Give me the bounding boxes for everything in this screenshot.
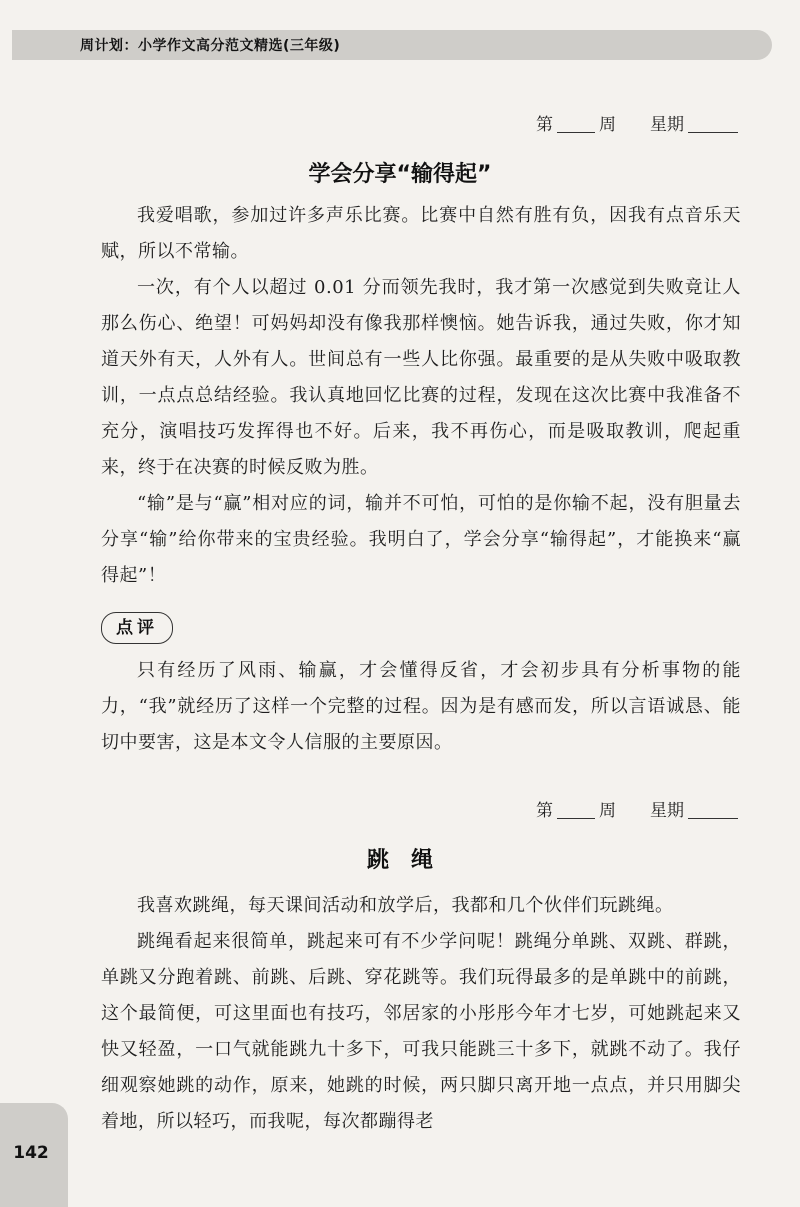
comment-badge: 点评 — [101, 612, 173, 644]
essay1-paragraph-1: 我爱唱歌，参加过许多声乐比赛。比赛中自然有胜有负，因我有点音乐天赋，所以不常输。 — [101, 205, 741, 262]
weekday-blank — [688, 800, 738, 819]
page-number: 142 — [13, 1143, 49, 1163]
essay1-paragraph-3: “输”是与“赢”相对应的词，输并不可怕，可怕的是你输不起，没有胆量去分享“输”给你带来的宝贵经验。我明白了，学会分享“输得起”，才能换来“赢得起”！ — [101, 493, 741, 586]
dateline-essay1 — [536, 110, 738, 135]
week-suffix: 周 — [599, 115, 616, 135]
comment-text: 只有经历了风雨、输赢，才会懂得反省，才会初步具有分析事物的能力，“我”就经历了这样一个完整的过程。因为是有感而发，所以言语诚恳、能切中要害，这是本文令人信服的主要原因。 — [101, 660, 741, 753]
week-blank — [557, 114, 595, 133]
dateline-essay2 — [536, 796, 738, 821]
book-title: 周计划：小学作文高分范文精选(三年级) — [80, 38, 341, 54]
essay1-title: 学会分享“输得起” — [308, 162, 492, 187]
week-prefix: 第 — [536, 115, 553, 135]
week-prefix: 第 — [536, 801, 553, 821]
essay1-paragraph-2: 一次，有个人以超过 0.01 分而领先我时，我才第一次感觉到失败竟让人那么伤心、绝望！可妈妈却没有像我那样懊恼。她告诉我，通过失败，你才知道天外有天，人外有人。世间总有一些人比你强。最重要的是从失败中吸取教训，一点点总结经验。我认真地回忆比赛的过程，发现在这次比赛中我准备不充分，演唱技巧发挥得也不好。后来，我不再伤心，而是吸取教训，爬起重来，终于在决赛的时候反败为胜。 — [101, 277, 741, 478]
week-blank — [557, 800, 595, 819]
weekday-label: 星期 — [650, 801, 684, 821]
weekday-blank — [688, 114, 738, 133]
essay2-paragraph-1: 我喜欢跳绳，每天课间活动和放学后，我都和几个伙伴们玩跳绳。 — [137, 895, 674, 916]
essay2-paragraph-2: 跳绳看起来很简单，跳起来可有不少学问呢！跳绳分单跳、双跳、群跳，单跳又分跑着跳、前跳、后跳、穿花跳等。我们玩得最多的是单跳中的前跳，这个最简便，可这里面也有技巧，邻居家的小彤彤今年才七岁，可她跳起来又快又轻盈，一口气就能跳九十多下，可我只能跳三十多下，就跳不动了。我仔细观察她跳的动作，原来，她跳的时候，两只脚只离开地一点点，并只用脚尖着地，所以轻巧，而我呢，每次都蹦得老 — [101, 931, 741, 1132]
essay2-title: 跳 绳 — [366, 848, 433, 873]
weekday-label: 星期 — [650, 115, 684, 135]
week-suffix: 周 — [599, 801, 616, 821]
